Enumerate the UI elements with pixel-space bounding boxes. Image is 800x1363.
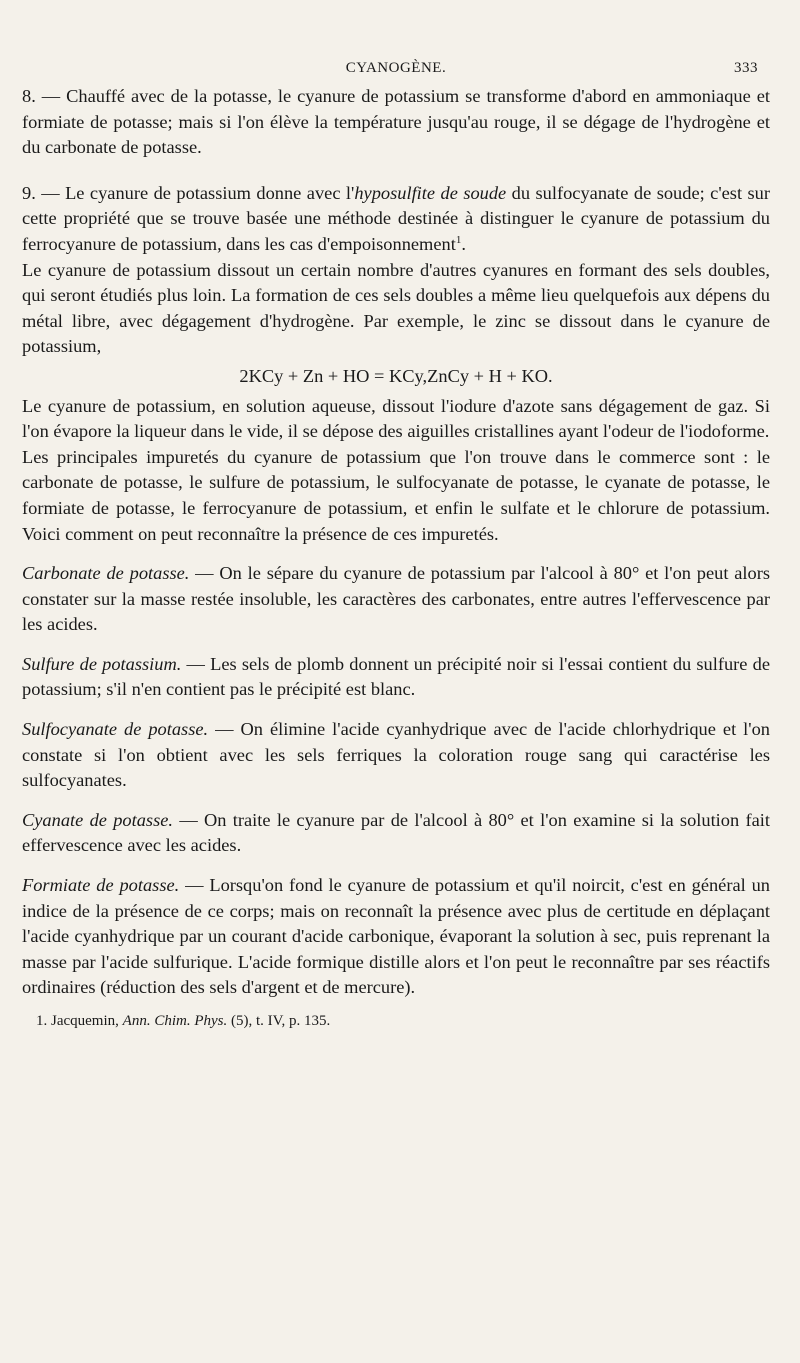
paragraph-9: [22, 181, 770, 258]
carbonate-text: — On le sépare du cyanure de potassium par l'alcool à 80° et l'on peut alors constater sur la masse restée insoluble, les caractères des carbonates, entre autres l'effervescence par les acides.: [22, 563, 770, 635]
footnote-author: Jacquemin,: [47, 1013, 123, 1029]
paragraph-cyanate: [22, 808, 770, 859]
formiate-heading: Formiate de potasse.: [22, 875, 180, 896]
paragraph-sulfure: [22, 652, 770, 703]
paragraph-impurities: Les principales impuretés du cyanure de potassium que l'on trouve dans le commerce sont : le carbonate de potasse, le sulfure de potassium, le sulfocyanate de potasse, le cyanate de potasse, le formiate de potasse, le ferrocyanure de potassium, et enfin le sulfate et le chlorure de potassium. Voici comment on peut reconnaître la présence de ces impuretés.: [22, 446, 770, 544]
footnote: [22, 1011, 770, 1031]
carbonate-heading: Carbonate de potasse.: [22, 563, 190, 584]
chemical-equation: 2KCy + Zn + HO = KCy,ZnCy + H + KO.: [239, 365, 553, 386]
paragraph-9-end: .: [461, 233, 466, 254]
paragraph-sulfocyanate: [22, 717, 770, 794]
paragraph-9-italic: hyposulfite de soude: [354, 182, 507, 203]
footnote-reference: 1: [455, 233, 462, 246]
footnote-number: 1.: [36, 1013, 48, 1029]
sulfocyanate-heading: Sulfocyanate de potasse.: [22, 719, 209, 740]
running-title: CYANOGÈNE.: [345, 60, 447, 76]
sulfocyanate-text: — On élimine l'acide cyanhydrique avec de l'acide chlorhydrique et l'on constate si l'on obtient avec les sels ferriques la coloration rouge sang qui caractérise les sulfocyanates.: [22, 719, 770, 791]
formiate-text: — Lorsqu'on fond le cyanure de potassium et qu'il noircit, c'est en général un indice de la présence de ce corps; mais on reconnaît la présence avec plus de certitude en déplaçant l'acide cyanhydrique par un courant d'acide carbonique, évaporant la solution à sec, puis reprenant la masse par l'acide sulfurique. L'acide formique distille alors et l'on peut le reconnaître par ses réactifs ordinaires (réduction des sels d'argent et de mercure).: [22, 875, 770, 998]
cyanate-heading: Cyanate de potasse.: [22, 809, 174, 830]
paragraph-9-rest: du sulfocyanate de soude; c'est sur cette propriété que se trouve basée une méthode destinée à distinguer le cyanure de potassium du ferrocyanure de potassium, dans les cas d'empoisonnement: [22, 182, 770, 254]
page-header: [22, 56, 770, 84]
paragraph-formiate: [22, 873, 770, 1001]
paragraph-iodure: Le cyanure de potassium, en solution aqueuse, dissout l'iodure d'azote sans dégagement de gaz. Si l'on évapore la liqueur dans le vide, il se dépose des aiguilles cristallines ayant l'odeur de l'iodoforme.: [22, 395, 770, 442]
footnote-ref: (5), t. IV, p. 135.: [227, 1013, 331, 1029]
sulfure-heading: Sulfure de potassium.: [22, 653, 182, 674]
body-text: [22, 84, 770, 1001]
paragraph-8: 8. — Chauffé avec de la potasse, le cyanure de potassium se transforme d'abord en ammoniaque et formiate de potasse; mais si l'on élève la température jusqu'au rouge, il se dégage de l'hydrogène et du carbonate de potasse.: [22, 86, 770, 158]
paragraph-carbonate: [22, 561, 770, 638]
paragraph-double-salts: Le cyanure de potassium dissout un certain nombre d'autres cyanures en formant des sels doubles, qui seront étudiés plus loin. La formation de ces sels doubles a même lieu quelquefois aux dépens du métal libre, avec dégagement d'hydrogène. Par exemple, le zinc se dissout dans le cyanure de potassium,: [22, 259, 770, 357]
footnote-journal: Ann. Chim. Phys.: [122, 1013, 228, 1029]
cyanate-text: — On traite le cyanure par de l'alcool à 80° et l'on examine si la solution fait effervescence avec les acides.: [22, 809, 770, 856]
sulfure-text: — Les sels de plomb donnent un précipité noir si l'essai contient du sulfure de potassium; s'il n'en contient pas le précipité est blanc.: [22, 653, 770, 700]
paragraph-9-lead: 9. — Le cyanure de potassium donne avec l': [22, 182, 355, 203]
page-number: 333: [734, 60, 758, 76]
